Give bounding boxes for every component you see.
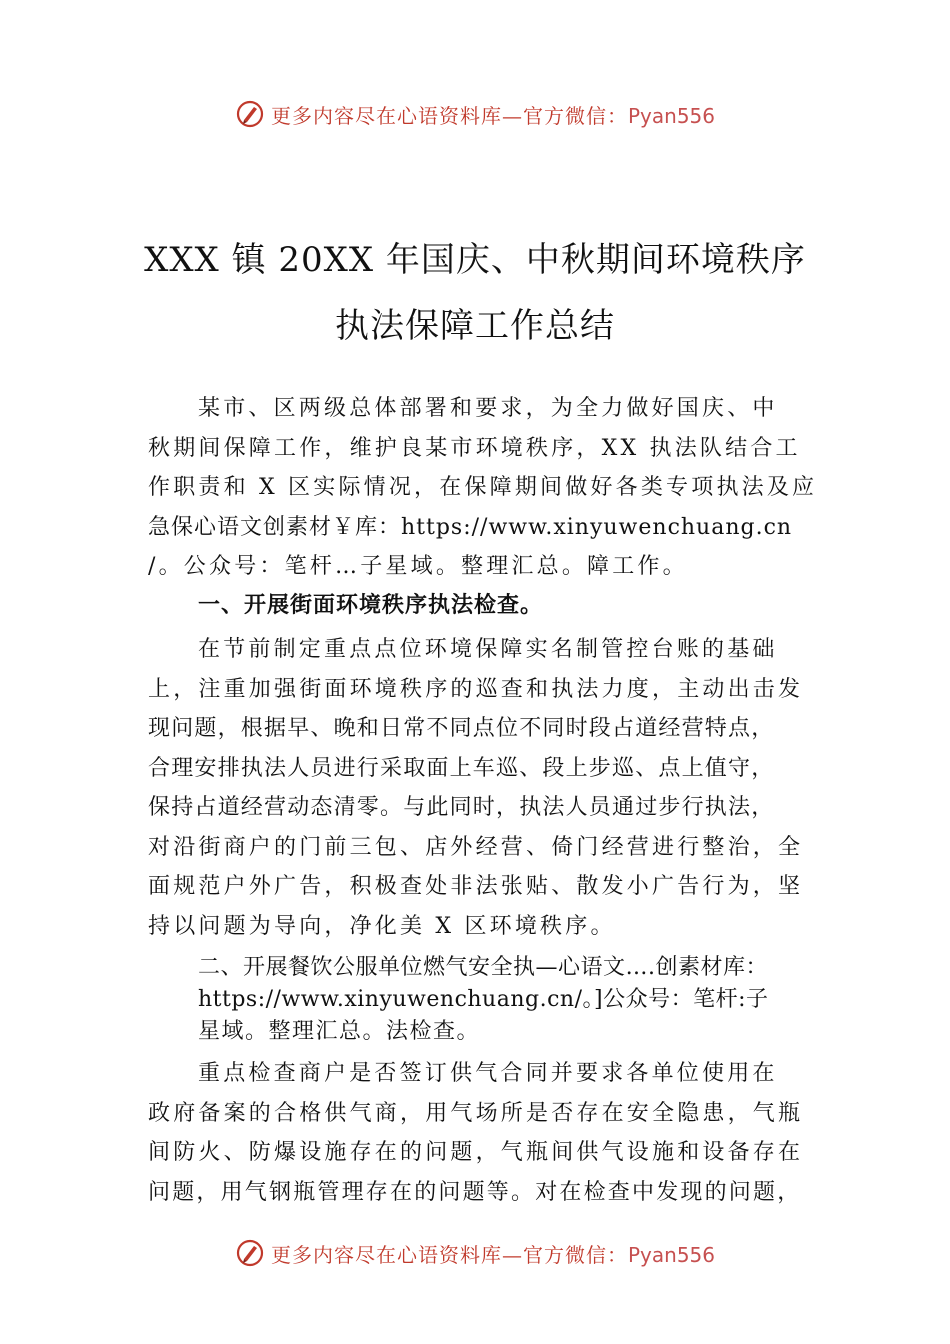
paragraph-line: 在节前制定重点点位环境保障实名制管控台账的基础 <box>198 637 778 662</box>
wechat-id: Pyan556 <box>627 1242 715 1267</box>
section-2-paragraph <box>148 1054 808 1212</box>
paragraph-line: 作职责和 X 区实际情况，在保障期间做好各类专项执法及应 <box>148 475 818 500</box>
paragraph-line: 持以问题为导向，净化美 X 区环境秩序。 <box>148 913 616 939</box>
paragraph-line: 上，注重加强街面环境秩序的巡查和执法力度，主动出击发 <box>148 676 804 702</box>
paragraph-line: 政府备案的合格供气商，用气场所是否存在安全隐患，气瓶 <box>148 1100 804 1126</box>
paragraph-line: 对沿街商户的门前三包、店外经营、倚门经营进行整治，全 <box>148 834 804 860</box>
heading-line: 二、开展餐饮公服单位燃气安全执—心语文….创素材库： <box>198 955 768 980</box>
pen-logo-icon <box>235 99 265 129</box>
paragraph-line: 秋期间保障工作，维护良某市环境秩序，XX 执法队结合工 <box>148 435 801 461</box>
paragraph-line: 面规范户外广告，积极查处非法张贴、散发小广告行为，坚 <box>148 874 804 899</box>
paragraph-line: 现问题，根据早、晚和日常不同点位不同时段占道经营特点， <box>148 716 775 741</box>
heading-line: https://www.xinyuwenchuang.cn/。]公众号：笔杆:子 <box>198 987 769 1012</box>
paragraph-line: 某市、区两级总体部署和要求，为全力做好国庆、中 <box>198 396 778 421</box>
paragraph-line: 重点检查商户是否签订供气合同并要求各单位使用在 <box>198 1061 778 1086</box>
paragraph-line: 问题，用气钢瓶管理存在的问题等。对在检查中发现的问题， <box>148 1179 802 1205</box>
paragraph-line: /。公众号：笔杆…子星域。整理汇总。障工作。 <box>148 554 688 579</box>
section-2-heading <box>198 952 838 1048</box>
intro-paragraph <box>148 389 818 587</box>
paragraph-line: 保持占道经营动态清零。与此同时，执法人员通过步行执法， <box>148 795 775 820</box>
section-1-paragraph <box>148 630 808 946</box>
wechat-id: Pyan556 <box>627 103 715 128</box>
heading-line: 星域。整理汇总。法检查。 <box>198 1019 481 1044</box>
document-title-line-2: 执法保障工作总结 <box>335 306 615 346</box>
section-1-heading: 一、开展街面环境秩序执法检查。 <box>198 593 544 618</box>
document-title-line-1: XXX 镇 20XX 年国庆、中秋期间环境秩序 <box>144 240 806 280</box>
paragraph-line: 急保心语文创素材￥库：https://www.xinyuwenchuang.cn <box>148 514 793 540</box>
pen-logo-icon <box>235 1238 265 1268</box>
paragraph-line: 合理安排执法人员进行采取面上车巡、段上步巡、点上值守， <box>148 755 775 781</box>
header-watermark-banner <box>0 94 950 134</box>
footer-watermark-banner <box>0 1233 950 1273</box>
banner-text: 更多内容尽在心语资料库—官方微信：Pyan556 <box>270 103 715 128</box>
banner-text: 更多内容尽在心语资料库—官方微信：Pyan556 <box>270 1242 715 1267</box>
paragraph-line: 间防火、防爆设施存在的问题，气瓶间供气设施和设备存在 <box>148 1140 804 1165</box>
